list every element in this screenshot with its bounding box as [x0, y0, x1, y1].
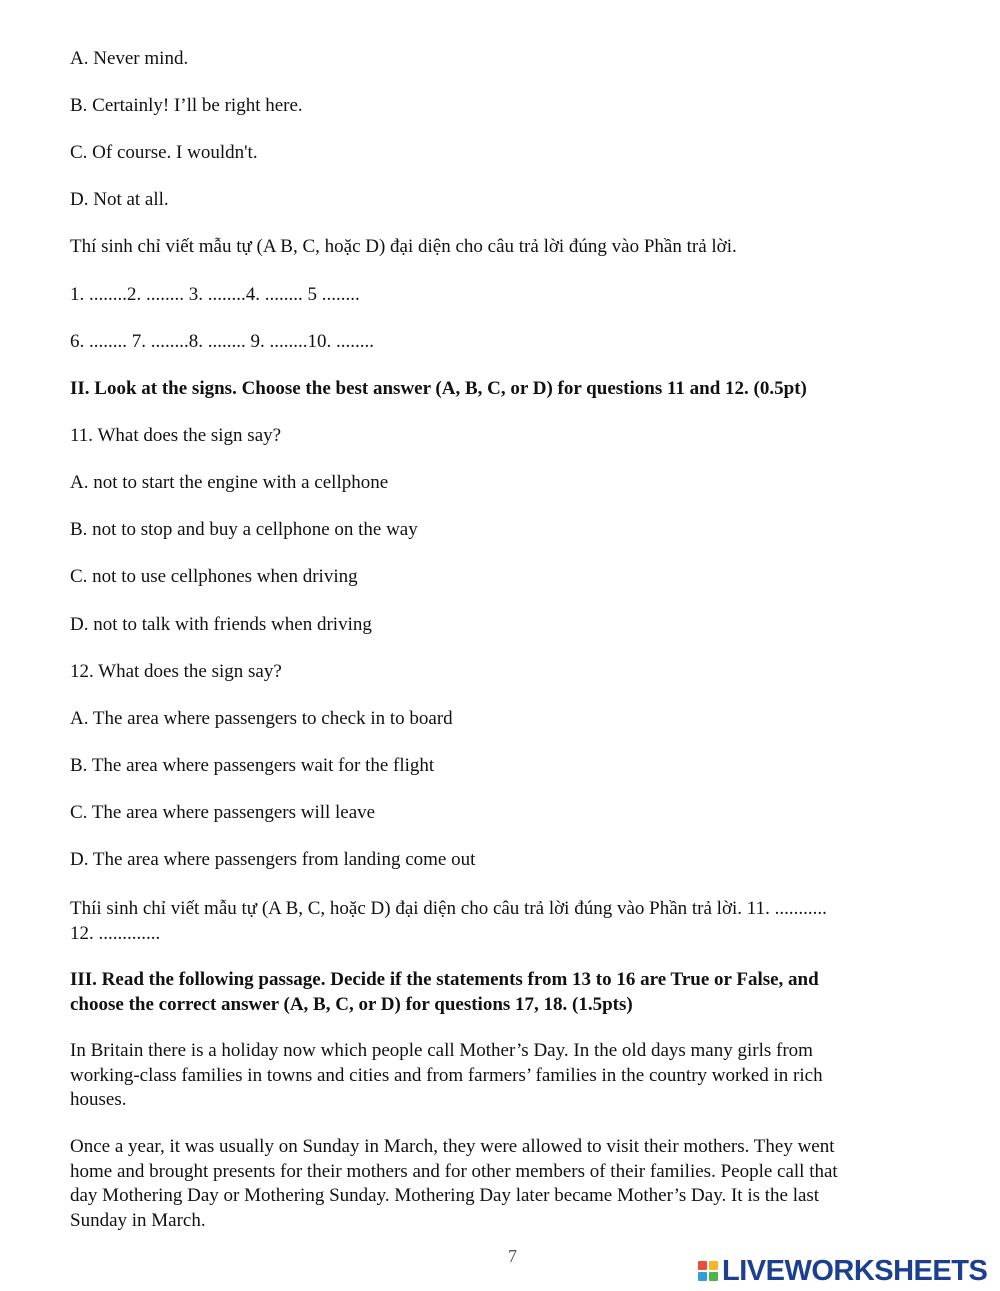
passage-line: houses.	[70, 1089, 127, 1110]
page-number: 7	[508, 1246, 517, 1266]
q11-option-d: D. not to talk with friends when driving	[70, 614, 372, 635]
passage-line: working-class families in towns and cities and from farmers’ families in the country worked in rich	[70, 1064, 823, 1086]
question-11: 11. What does the sign say?	[70, 425, 282, 446]
passage-paragraph-1	[70, 1039, 930, 1113]
passage-line: Sunday in March.	[70, 1209, 206, 1231]
q12-option-b: B. The area where passengers wait for the flight	[70, 755, 435, 776]
section-2-heading: II. Look at the signs. Choose the best answer (A, B, C, or D) for questions 11 and 12. (0.5pt)	[70, 378, 807, 399]
q12-option-d: D. The area where passengers from landing come out	[70, 849, 476, 870]
passage-line: home and brought presents for their mothers and for other members of their families. People call that	[70, 1160, 838, 1182]
section-3-heading-line: choose the correct answer (A, B, C, or D) for questions 17, 18. (1.5pts)	[70, 993, 633, 1015]
q12-option-a: A. The area where passengers to check in to board	[70, 708, 453, 729]
passage-paragraph-2	[70, 1135, 930, 1233]
q11-option-c: C. not to use cellphones when driving	[70, 566, 358, 587]
section-3-heading-line: III. Read the following passage. Decide if the statements from 13 to 16 are True or False, and	[70, 969, 819, 990]
section-3-heading	[70, 968, 930, 1017]
answer-instruction-2-line: Thíi sinh chỉ viết mẫu tự (A B, C, hoặc D) đại diện cho câu trả lời đúng vào Phần trả lời. 11. ...........	[70, 898, 827, 919]
option-c-of-course: C. Of course. I wouldn't.	[70, 142, 258, 163]
passage-line: In Britain there is a holiday now which people call Mother’s Day. In the old days many girls from	[70, 1040, 813, 1061]
question-12: 12. What does the sign say?	[70, 661, 282, 682]
passage-line: Once a year, it was usually on Sunday in March, they were allowed to visit their mothers. They went	[70, 1136, 835, 1157]
logo-text: LIVEWORKSHEETS	[722, 1254, 988, 1287]
liveworksheets-logo	[698, 1254, 987, 1288]
answer-instruction-2	[70, 897, 930, 946]
q11-option-b: B. not to stop and buy a cellphone on the way	[70, 519, 418, 540]
logo-blocks-icon	[698, 1261, 718, 1281]
answer-instruction-2-line: 12. .............	[70, 922, 161, 944]
answer-instruction: Thí sinh chỉ viết mẫu tự (A B, C, hoặc D) đại diện cho câu trả lời đúng vào Phần trả lời.	[70, 236, 737, 257]
option-a-never-mind: A. Never mind.	[70, 48, 189, 69]
answer-blanks-row-2: 6. ........ 7. ........8. ........ 9. ........10. ........	[70, 331, 374, 352]
passage-line: day Mothering Day or Mothering Sunday. Mothering Day later became Mother’s Day. It is the last	[70, 1185, 820, 1206]
option-d-not-at-all: D. Not at all.	[70, 189, 169, 210]
option-b-certainly: B. Certainly! I’ll be right here.	[70, 95, 303, 116]
answer-blanks-row-1: 1. ........2. ........ 3. ........4. ........ 5 ........	[70, 284, 360, 305]
q12-option-c: C. The area where passengers will leave	[70, 802, 376, 823]
q11-option-a: A. not to start the engine with a cellphone	[70, 472, 389, 493]
